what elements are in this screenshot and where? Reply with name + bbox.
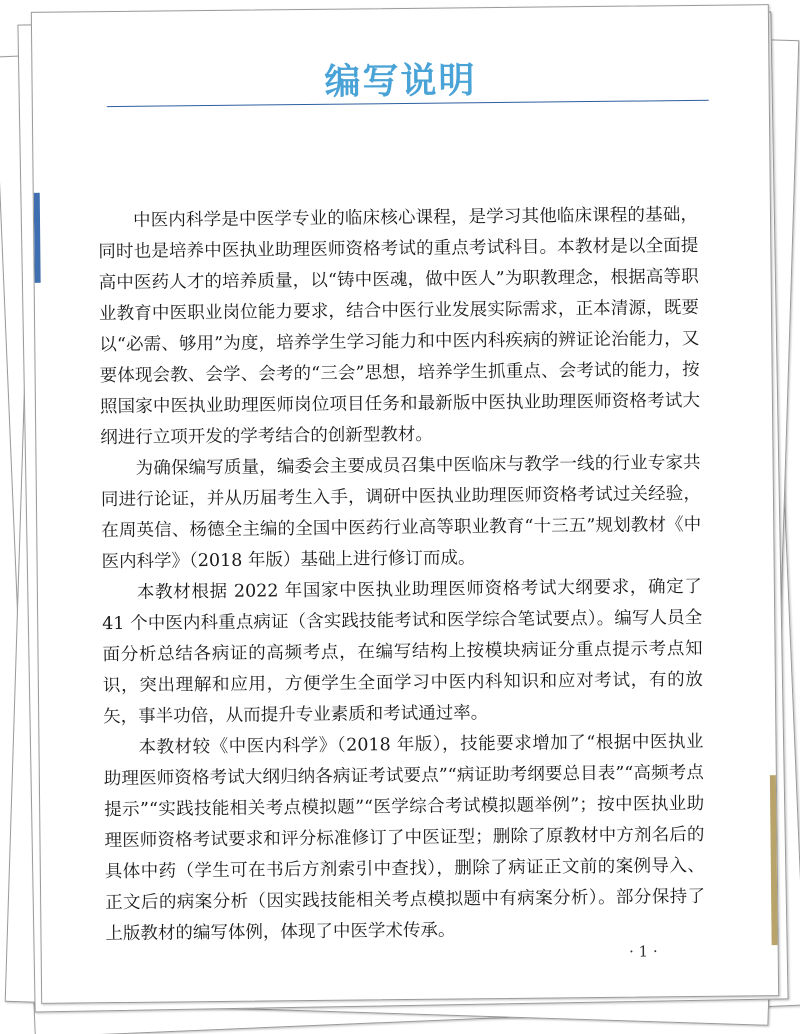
paragraph: 本教材根据 2022 年国家中医执业助理医师资格考试大纲要求，确定了 41 个中医内科重点病证（含实践技能考试和医学综合笔试要点）。编写人员全面分析总结各病证的高频考点，在编写结构上按模块病证分重点提示考点知识，突出理解和应用，方便学生全面学习中医内科知识和应对考试，有的放矢，事半功倍，从而提升专业素质和考试通过率。 — [102, 576, 703, 728]
page-number: · 1 · — [628, 942, 658, 961]
document-page — [31, 4, 779, 1004]
page-edge-blue-strip — [34, 193, 41, 283]
paragraph: 本教材较《中医内科学》（2018 年版），技能要求增加了“根据中医执业助理医师资格考试大纲归纳各病证考试要点”“病证助考纲要总目表”“高频考点提示”“实践技能相关考点模拟题”“医学综合考试模拟题举例”；按中医执业助理医师资格考试要求和评分标准修订了中医证型；删除了原教材中方剂名后的具体中药（学生可在书后方剂索引中查找），删除了病证正文前的案例导入、正文后的病案分析（因实践技能相关考点模拟题中有病案分析）。部分保持了上版教材的编写体例，体现了中医学术传承。 — [103, 731, 706, 945]
body-text — [98, 200, 706, 950]
page-title: 编写说明 — [324, 59, 477, 103]
paragraph: 为确保编写质量，编委会主要成员召集中医临床与教学一线的行业专家共同进行论证，并从历届考生入手，调研中医执业助理医师资格考试过关经验，在周英信、杨德全主编的全国中医药行业高等职业教育“十三五”规划教材《中医内科学》（2018 年版）基础上进行修订而成。 — [100, 452, 702, 573]
paragraph: 中医内科学是中医学专业的临床核心课程，是学习其他临床课程的基础，同时也是培养中医执业助理医师资格考试的重点考试科目。本教材是以全面提高中医药人才的培养质量，以“铸中医魂，做中医人”为职教理念，根据高等职业教育中医职业岗位能力要求，结合中医行业发展实际需求，正本清源，既要以“必需、够用”为度，培养学生学习能力和中医内科疾病的辨证论治能力，又要体现会教、会学、会考的“三会”思想，培养学生抓重点、会考试的能力，按照国家中医执业助理医师岗位项目任务和最新版中医执业助理医师资格考试大纲进行立项开发的学考结合的创新型教材。 — [98, 204, 701, 449]
